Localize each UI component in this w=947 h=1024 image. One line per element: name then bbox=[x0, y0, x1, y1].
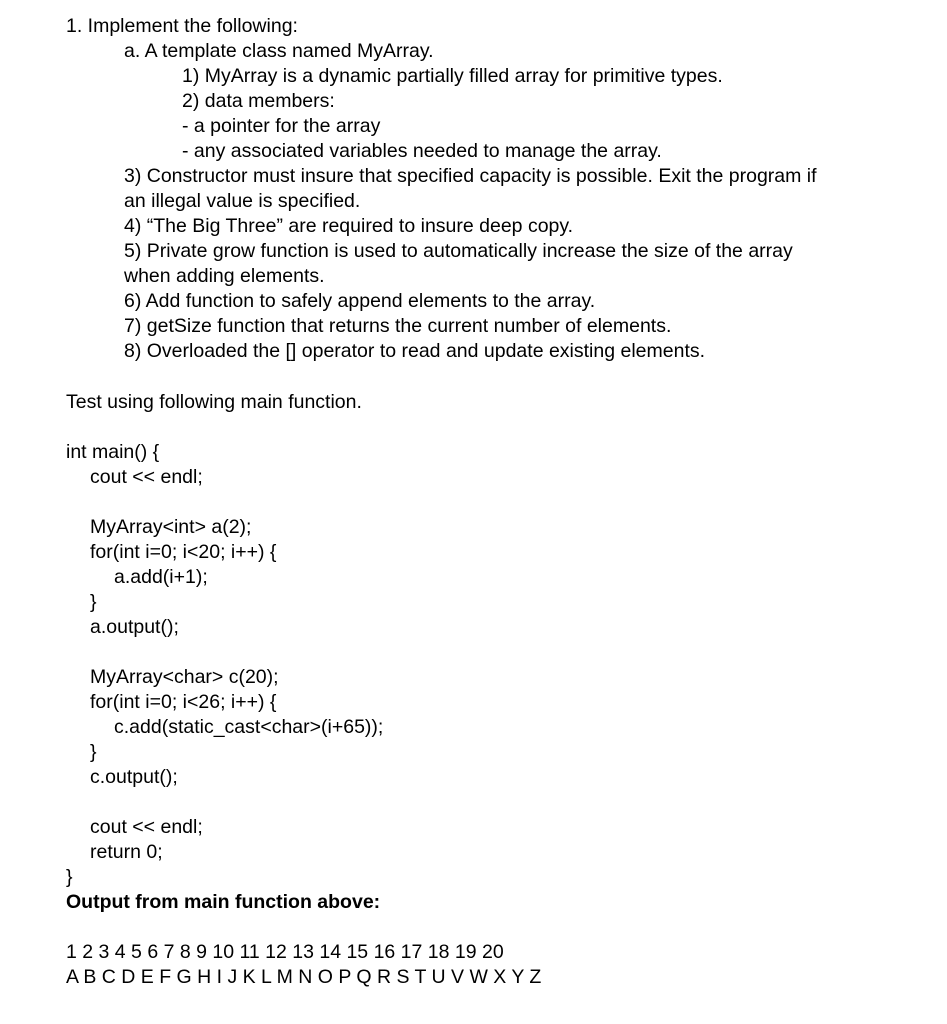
item-2-bullet-2: - any associated variables needed to manage the array. bbox=[182, 140, 662, 162]
code-line: c.add(static_cast<char>(i+65)); bbox=[114, 716, 384, 738]
item-2-bullet-1: - a pointer for the array bbox=[182, 115, 381, 137]
test-intro: Test using following main function. bbox=[66, 391, 362, 413]
item-5-line-2: when adding elements. bbox=[124, 265, 325, 287]
code-line: return 0; bbox=[90, 841, 163, 863]
output-line-numbers: 1 2 3 4 5 6 7 8 9 10 11 12 13 14 15 16 17 18 19 20 bbox=[66, 941, 504, 963]
code-line: int main() { bbox=[66, 441, 160, 463]
subitem-a: a. A template class named MyArray. bbox=[124, 40, 434, 62]
code-line: MyArray<char> c(20); bbox=[90, 666, 279, 688]
item-6: 6) Add function to safely append elements to the array. bbox=[124, 290, 596, 312]
code-line: cout << endl; bbox=[90, 816, 203, 838]
item-4: 4) “The Big Three” are required to insure deep copy. bbox=[124, 215, 574, 237]
code-line: } bbox=[90, 741, 97, 763]
code-line: for(int i=0; i<20; i++) { bbox=[90, 541, 277, 563]
item-3-line-1: 3) Constructor must insure that specified capacity is possible. Exit the program if bbox=[124, 165, 817, 187]
output-heading: Output from main function above: bbox=[66, 891, 381, 913]
code-line: c.output(); bbox=[90, 766, 178, 788]
code-line: cout << endl; bbox=[90, 466, 203, 488]
code-line: MyArray<int> a(2); bbox=[90, 516, 252, 538]
heading: 1. Implement the following: bbox=[66, 15, 298, 37]
item-3-line-2: an illegal value is specified. bbox=[124, 190, 361, 212]
code-line: a.output(); bbox=[90, 616, 179, 638]
item-7: 7) getSize function that returns the current number of elements. bbox=[124, 315, 672, 337]
code-line: } bbox=[90, 591, 97, 613]
output-line-letters: A B C D E F G H I J K L M N O P Q R S T U V W X Y Z bbox=[66, 966, 542, 988]
item-1: 1) MyArray is a dynamic partially filled array for primitive types. bbox=[182, 65, 723, 87]
item-2: 2) data members: bbox=[182, 90, 335, 112]
item-8: 8) Overloaded the [] operator to read and update existing elements. bbox=[124, 340, 706, 362]
code-line: } bbox=[66, 866, 73, 888]
code-line: for(int i=0; i<26; i++) { bbox=[90, 691, 277, 713]
item-5-line-1: 5) Private grow function is used to automatically increase the size of the array bbox=[124, 240, 793, 262]
code-line: a.add(i+1); bbox=[114, 566, 208, 588]
